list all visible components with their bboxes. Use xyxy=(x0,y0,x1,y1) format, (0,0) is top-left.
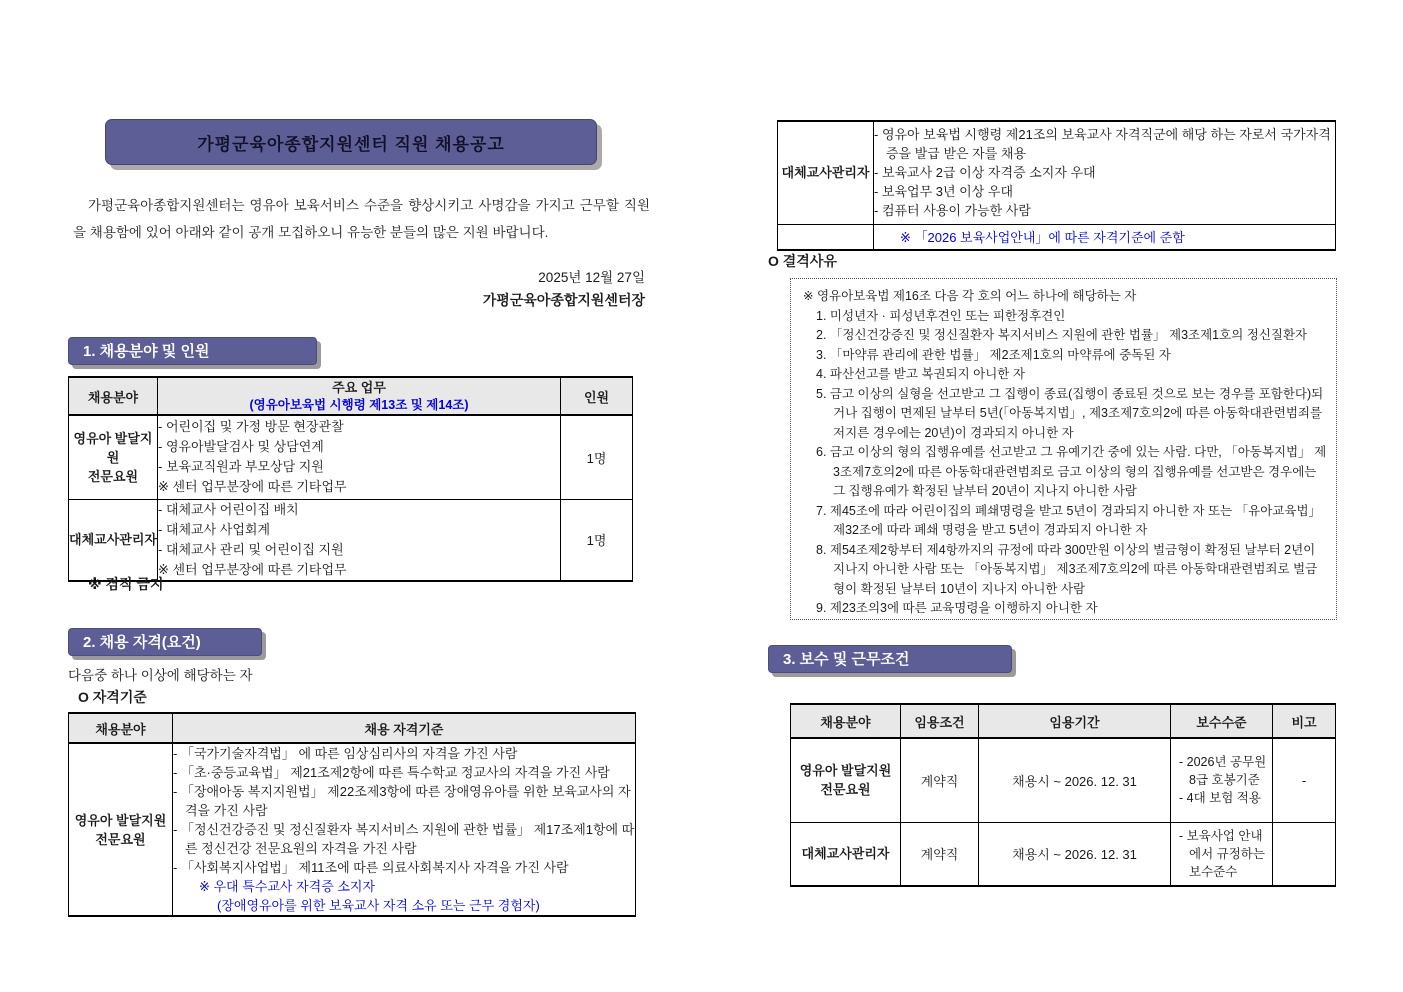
document-title: 가평군육아종합지원센터 직원 채용공고 xyxy=(197,134,505,154)
disqualification-label: O 결격사유 xyxy=(768,253,837,269)
disqualification-item: 6. 금고 이상의 형의 집행유예를 선고받고 그 유예기간 중에 있는 사람. 다만, 「아동복지법」 제3조제7호의2에 따른 아동학대관련범죄로 금고 이상의 형의 집행유예를 선고받은 경우에는 그 집행유예가 확정된 날부터 20년이 지나지 아니한 사람 xyxy=(816,445,1327,498)
table-row-substitute-teacher-manager xyxy=(791,822,1336,886)
duties-cell: - 대체교사 어린이집 배치 - 대체교사 사업회계 - 대체교사 관리 및 어린이집 지원 ※ 센터 업무분장에 따른 기타업무 xyxy=(158,499,561,581)
table-header-row xyxy=(69,377,633,415)
section2-lead-text: 다음중 하나 이상에 해당하는 자 xyxy=(68,668,253,683)
disqualification-item: 3. 「마약류 관리에 관한 법률」 제2조제1호의 마약류에 중독된 자 xyxy=(816,347,1171,362)
duties-header-subtitle: (영유아보육법 시행령 제13조 및 제14조) xyxy=(249,397,469,412)
col-header-field: 채용분야 xyxy=(69,713,173,743)
criteria-cell: - 「국가기술자격법」 에 따른 임상심리사의 자격을 가진 사람 - 「초·중등교육법」 제21조제2항에 따른 특수학교 정교사의 자격을 가진 사람 - 「장애아동 복지지원법」 제22조제3항에 따른 장애영유아를 위한 보육교사의 자격을 가진 사람 - 「정신건강증진 및 정신질환자 복지서비스 지원에 관한 법률」 제17조제1항에 따른 정신건강 전문요원의 자격을 가진 사람 - 「사회복지사업법」 제11조에 따른 의료사회복지사 자격을 가진 사람 ※ 우대 특수교사 자격증 소지자 (장애영유아를 위한 보육교사 자격 소유 또는 근무 경험자) xyxy=(173,743,636,916)
recruitment-fields-table xyxy=(68,376,633,582)
date-line: 2025년 12월 27일 xyxy=(538,270,645,285)
col-header-duties xyxy=(158,377,561,415)
criteria-cell: - 영유아 보육법 시행령 제21조의 보육교사 자격직군에 해당 하는 자로서 국가자격증을 발급 받은 자를 채용 - 보육교사 2급 이상 자격증 소지자 우대 - 보육업무 3년 이상 우대 - 컴퓨터 사용이 가능한 사람 xyxy=(874,121,1336,224)
employment-condition-cell: 계약직 xyxy=(901,822,979,886)
disqualification-item: 4. 파산선고를 받고 복권되지 아니한 자 xyxy=(816,367,1025,381)
employment-period-cell: 채용시 ~ 2026. 12. 31 xyxy=(979,738,1171,822)
field-name-cell: 대체교사관리자 xyxy=(778,121,874,224)
intro-paragraph: 가평군육아종합지원센터는 영유아 보육서비스 수준을 향상시키고 사명감을 가지고 근무할 직원을 채용함에 있어 아래와 같이 공개 모집하오니 유능한 분들의 많은 지원 바랍니다. xyxy=(73,198,650,240)
empty-cell xyxy=(778,224,874,250)
field-name-cell: 영유아 발달지원 전문요원 xyxy=(69,415,158,499)
employment-period-cell: 채용시 ~ 2026. 12. 31 xyxy=(979,822,1171,886)
table-row-substitute-teacher-manager xyxy=(69,499,633,581)
headcount-cell: 1명 xyxy=(561,415,633,499)
disqualification-header: ※ 영유아보육법 제16조 다음 각 호의 어느 하나에 해당하는 자 xyxy=(803,289,1137,303)
section3-heading xyxy=(768,645,1012,673)
disqualification-item: 7. 제45조에 따라 어린이집의 폐쇄명령을 받고 5년이 경과되지 아니한 자 또는 「유아교육법」 제32조에 따라 폐쇄 명령을 받고 5년이 경과되지 아니한 자 xyxy=(816,503,1322,537)
disqualification-item: 1. 미성년자 · 피성년후견인 또는 피한정후견인 xyxy=(816,308,1066,323)
duties-header-title: 주요 업무 xyxy=(332,379,386,395)
col-header-remark: 비고 xyxy=(1273,704,1336,738)
disqualification-item: 9. 제23조의3에 따른 교육명령을 이행하지 아니한 자 xyxy=(816,601,1098,615)
col-header-period: 임용기간 xyxy=(979,704,1171,738)
table-footnote-row xyxy=(778,224,1336,250)
section2-heading xyxy=(68,628,262,656)
pay-level-cell: - 보육사업 안내에서 규정하는 보수준수 xyxy=(1171,822,1273,886)
section2-heading-label: 2. 채용 자격(요건) xyxy=(83,634,201,651)
section1-heading xyxy=(68,337,317,365)
disqualification-item: 2. 「정신건강증진 및 정신질환자 복지서비스 지원에 관한 법률」 제3조제1호의 정신질환자 xyxy=(816,328,1308,342)
employment-condition-cell: 계약직 xyxy=(901,738,979,822)
field-name-cell: 영유아 발달지원 전문요원 xyxy=(69,743,173,916)
disqualification-item: 8. 제54조제2항부터 제4항까지의 규정에 따라 300만원 이상의 벌금형이 확정된 날부터 2년이 지나지 아니한 사람 또는 「아동복지법」 제3조제7호의2에 따른 아동학대관련범죄로 벌금형이 확정된 날부터 10년이 지나지 아니한 사람 xyxy=(816,542,1318,596)
table-row-development-specialist xyxy=(69,415,633,499)
table-row-development-specialist xyxy=(69,743,636,916)
compensation-table xyxy=(790,703,1336,887)
table-header-row xyxy=(791,704,1336,738)
col-header-field: 채용분야 xyxy=(69,377,158,415)
field-name-cell: 대체교사관리자 xyxy=(69,499,158,581)
section1-heading-label: 1. 채용분야 및 인원 xyxy=(83,343,210,360)
table-header-row xyxy=(69,713,636,743)
section3-heading-label: 3. 보수 및 근무조건 xyxy=(783,651,910,668)
qualification-footnote: ※ 「2026 보육사업안내」에 따른 자격기준에 준함 xyxy=(874,224,1336,250)
remark-cell: - xyxy=(1273,738,1336,822)
duties-cell: - 어린이집 및 가정 방문 현장관찰 - 영유아발달검사 및 상담연계 - 보육교직원과 부모상담 지원 ※ 센터 업무분장에 따른 기타업무 xyxy=(158,415,561,499)
table-row-development-specialist xyxy=(791,738,1336,822)
remark-cell xyxy=(1273,822,1336,886)
col-header-count: 인원 xyxy=(561,377,633,415)
col-header-condition: 임용조건 xyxy=(901,704,979,738)
preference-note: ※ 우대 특수교사 자격증 소지자 xyxy=(199,879,376,894)
field-name-cell: 영유아 발달지원 전문요원 xyxy=(791,738,901,822)
qualification-table xyxy=(68,712,636,917)
criteria-label: O 자격기준 xyxy=(78,689,147,705)
pay-level-cell: - 2026년 공무원 8급 호봉기준 - 4대 보험 적용 xyxy=(1171,738,1273,822)
signer-line: 가평군육아종합지원센터장 xyxy=(482,292,645,308)
preference-note-detail: (장애영유아를 위한 보육교사 자격 소유 또는 근무 경험자) xyxy=(217,898,540,913)
no-dual-employment-note: ※ 겸직 금지 xyxy=(88,576,164,592)
disqualification-item: 5. 금고 이상의 실형을 선고받고 그 집행이 종료(집행이 종료된 것으로 보는 경우를 포함한다)되거나 집행이 면제된 날부터 5년(「아동복지법」, 제3조제7호의2에 따른 아동학대관련범죄를 저지른 경우에는 20년)이 경과되지 아니한 자 xyxy=(816,386,1324,440)
field-name-cell: 대체교사관리자 xyxy=(791,822,901,886)
headcount-cell: 1명 xyxy=(561,499,633,581)
col-header-criteria: 채용 자격기준 xyxy=(173,713,636,743)
col-header-field: 채용분야 xyxy=(791,704,901,738)
document-title-banner xyxy=(105,119,597,165)
qualification-table-continued xyxy=(777,120,1336,251)
disqualification-box xyxy=(790,278,1337,620)
col-header-pay: 보수수준 xyxy=(1171,704,1273,738)
table-row-substitute-teacher-manager xyxy=(778,121,1336,224)
